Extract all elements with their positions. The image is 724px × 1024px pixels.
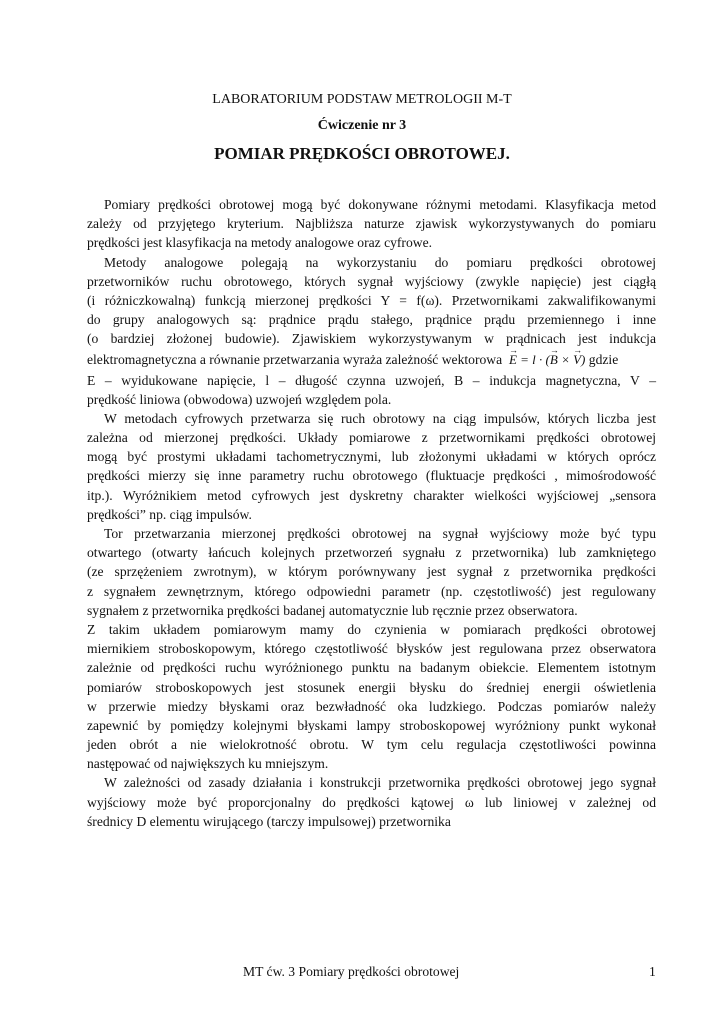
formula-close: ) bbox=[581, 351, 586, 367]
induction-formula bbox=[509, 352, 585, 367]
text-line: W metodach cyfrowych przetwarza się ruch obrotowy na ciąg impulsów, których liczba jest bbox=[104, 410, 656, 426]
text-line: z sygnałem zewnętrznym, którego odpowiedni parametr (np. częstotliwość) jest regulowany bbox=[87, 583, 656, 599]
text-line: elektromagnetyczna a równanie przetwarzania wyraża zależność wektorowa bbox=[87, 351, 503, 367]
text-line: pomiarów stroboskopowych jest stosunek energii błysku do średniej energii oświetlenia bbox=[87, 679, 656, 695]
document-title: POMIAR PRĘDKOŚCI OBROTOWEJ. bbox=[214, 144, 510, 163]
text-line: prędkości jest klasyfikacja na metody analogowe oraz cyfrowe. bbox=[87, 235, 432, 251]
text-line: mogą być prostymi układami tachometrycznymi, lub złożonymi układami w których oprócz bbox=[87, 449, 656, 465]
text-line: (i różniczkowalną) funkcją mierzonej prędkości Y = f(ω). Przetwornikami zakwalifikowanymi bbox=[87, 292, 656, 308]
text-line: otwartego (otwarty łańcuch kolejnych przetworzeń sygnału z przetwornika) lub zamkniętego bbox=[87, 545, 656, 561]
text-line: prędkość liniowa (obwodowa) uzwojeń względem pola. bbox=[87, 391, 392, 407]
text-line: W zależności od zasady działania i konstrukcji przetwornika prędkości obrotowej jego sygnał bbox=[104, 775, 656, 791]
text-line: średnicy D elementu wirującego (tarczy impulsowej) przetwornika bbox=[87, 813, 451, 829]
exercise-number: Ćwiczenie nr 3 bbox=[317, 118, 407, 133]
page-number: 1 bbox=[649, 964, 656, 979]
vector-e: → E bbox=[509, 349, 517, 371]
text-line: Pomiary prędkości obrotowej mogą być dokonywane różnymi metodami. Klasyfikacja metod bbox=[104, 197, 656, 212]
text-line: (ze sprzężeniem zwrotnym), w którym porównywany jest sygnał z przetwornika prędkości bbox=[87, 564, 656, 580]
formula-after: gdzie bbox=[585, 351, 619, 367]
text-line: Tor przetwarzania mierzonej prędkości obrotowej na sygnał wyjściowy może być typu bbox=[104, 526, 656, 541]
text-line-with-formula bbox=[87, 349, 656, 371]
text-line: Z takim układem pomiarowym mamy do czynienia w pomiarach prędkości obrotowej bbox=[87, 621, 656, 637]
lab-title: LABORATORIUM PODSTAW METROLOGII M-T bbox=[212, 92, 512, 107]
text-line: w przerwie miedzy błyskami oraz bezwładność oka ludzkiego. Podczas pomiarów należy bbox=[87, 698, 656, 714]
text-line: zależnie od prędkości ruchu wyróżnionego punktu na badanym obiekcie. Elementem istotnym bbox=[87, 660, 656, 676]
text-line: prędkości mierzy się inne parametry ruchu obrotowego (fluktuacje prędkości , mimośrodowość bbox=[87, 468, 656, 484]
text-line: przetworników ruchu obrotowego, których sygnał wyjściowy (zwykle napięcie) jest ciągłą bbox=[87, 273, 656, 289]
vector-b: → B bbox=[550, 349, 558, 371]
vector-v: → V bbox=[573, 349, 581, 371]
document-body bbox=[87, 195, 656, 831]
text-line: sygnałem z przetwornika prędkości badanej automatycznie lub ręcznie przez obserwatora. bbox=[87, 602, 578, 618]
text-line: miernikiem stroboskopowym, którego częstotliwość błysków jest regulowana przez obserwatora bbox=[87, 641, 656, 657]
formula-cross: × bbox=[557, 351, 574, 367]
text-line: zapewnić by pomiędzy kolejnymi błyskami lampy stroboskopowej wyróżniony punkt wykonał bbox=[87, 717, 656, 733]
text-line: prędkości” np. ciąg impulsów. bbox=[87, 506, 252, 522]
text-line: do grupy analogowych są: prądnice prądu stałego, prądnice prądu przemiennego i inne bbox=[87, 312, 656, 328]
formula-eq: = l · ( bbox=[516, 351, 550, 367]
text-line: wyjściowy może być proporcjonalny do prędkości kątowej ω lub liniowej v zależnej od bbox=[87, 794, 656, 810]
text-line: itp.). Wyróżnikiem metod cyfrowych jest dyskretny charakter wielkości wyjściowej „sensora bbox=[87, 487, 656, 503]
text-line: E – wyidukowane napięcie, l – długość czynna uzwojeń, B – indukcja magnetyczna, V – bbox=[87, 372, 656, 388]
text-line: zależna od mierzonej prędkości. Układy pomiarowe z przetwornikami prędkości obrotowej bbox=[87, 430, 656, 446]
text-line: (o bardziej złożonej budowie). Zjawiskiem wykorzystywanym w prądnicach jest indukcja bbox=[87, 331, 656, 347]
text-line: Metody analogowe polegają na wykorzystaniu do pomiaru prędkości obrotowej bbox=[104, 254, 656, 270]
text-line: jeden obrót a nie wielokrotność obrotu. W tym celu regulacja częstotliwości powinna bbox=[87, 737, 656, 753]
footer-text: MT ćw. 3 Pomiary prędkości obrotowej bbox=[243, 964, 460, 979]
text-line: zależy od przyjętego kryterium. Najbliższa naturze zjawisk wykorzystywanych do pomiaru bbox=[87, 216, 656, 232]
text-line: następować od największych ku mniejszym. bbox=[87, 756, 329, 772]
